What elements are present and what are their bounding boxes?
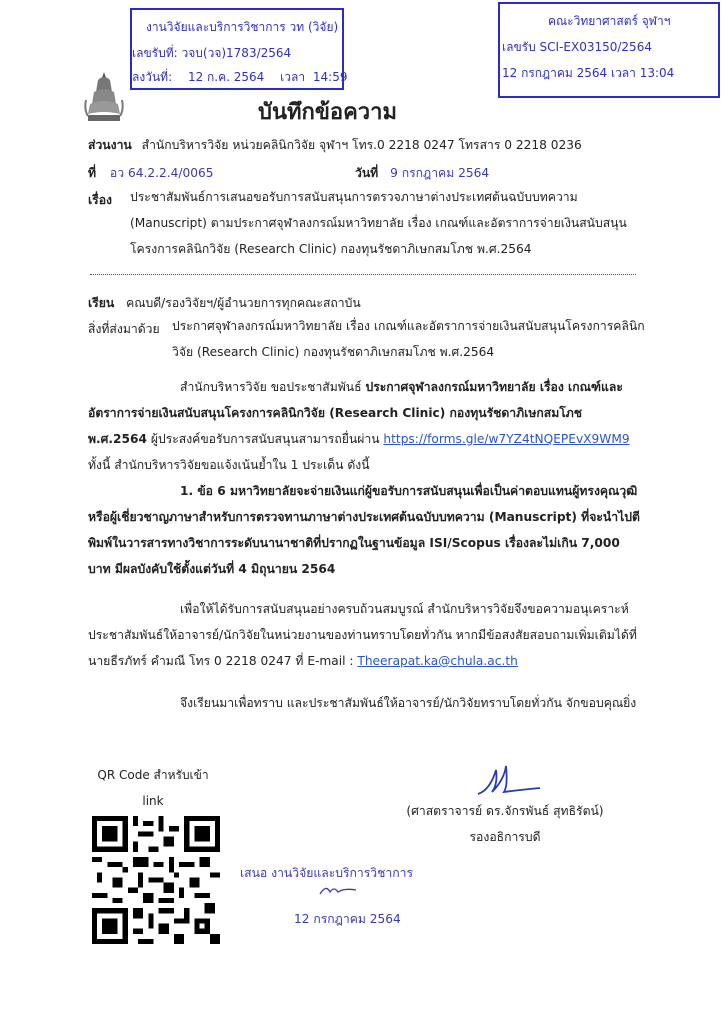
subject-line: โครงการคลินิกวิจัย (Research Clinic) กองทุนรัชดาภิเษกสมโภช พ.ศ.2564 (130, 242, 532, 256)
stamp-left-time-label: เวลา (280, 70, 306, 84)
dept-value: สำนักบริหารวิจัย หน่วยคลินิกวิจัย จุฬาฯ โทร.0 2218 0247 โทรสาร 0 2218 0236 (141, 138, 582, 152)
routing-date: 12 กรกฎาคม 2564 (294, 912, 401, 926)
subject-text (130, 184, 650, 262)
stamp-right-line3: 12 กรกฎาคม 2564 เวลา 13:04 (502, 66, 675, 80)
para1-intro: สำนักบริหารวิจัย ขอประชาสัมพันธ์ (180, 380, 366, 394)
routing-line: เสนอ งานวิจัยและบริการวิชาการ (240, 866, 414, 880)
enclosure-line: ประกาศจุฬาลงกรณ์มหาวิทยาลัย เรื่อง เกณฑ์และอัตราการจ่ายเงินสนับสนุนโครงการคลินิก (172, 319, 645, 333)
subject-line: ประชาสัมพันธ์การเสนอขอรับการสนับสนุนการตรวจภาษาต่างประเทศต้นฉบับบทความ (130, 190, 578, 204)
date-label: วันที่ (355, 166, 379, 180)
stamp-left-date-label: ลงวันที่: (132, 70, 173, 84)
dept-row (88, 136, 582, 155)
date-row (355, 164, 489, 183)
enclosure-label: สิ่งที่ส่งมาด้วย (88, 322, 160, 336)
para1-mid: ผู้ประสงค์ขอรับการสนับสนุนสามารถยื่นผ่าน (146, 432, 384, 446)
stamp-left-time-value: 14:59 (312, 70, 348, 84)
signatory-name: (ศาสตราจารย์ ดร.จักรพันธ์ สุทธิรัตน์) (406, 804, 604, 818)
receipt-stamp-left (130, 8, 348, 90)
forms-link[interactable]: https://forms.gle/w7YZ4tNQEPEvX9WM9 (383, 432, 630, 446)
stamp-right-line2: เลขรับ SCI-EX03150/2564 (502, 40, 652, 54)
university-emblem (84, 70, 124, 124)
stamp-left-line1: งานวิจัยและบริการวิชาการ วท (วิจัย) (146, 20, 339, 34)
qr-code[interactable] (92, 816, 220, 944)
body-paragraph-3 (88, 596, 640, 674)
subject-line: (Manuscript) ตามประกาศจุฬาลงกรณ์มหาวิทยาลัย เรื่อง เกณฑ์และอัตราการจ่ายเงินสนับสนุน (130, 216, 627, 230)
signatory-position: รองอธิการบดี (469, 830, 541, 844)
stamp-right-line1: คณะวิทยาศาสตร์ จุฬาฯ (548, 14, 671, 28)
dept-label: ส่วนงาน (88, 138, 132, 152)
qr-caption-line: QR Code สำหรับเข้า link (97, 768, 209, 808)
stamp-left-recv-label: เลขรับที่: (132, 46, 178, 60)
header-divider (90, 274, 636, 275)
email-link[interactable]: Theerapat.ka@chula.ac.th (357, 654, 518, 668)
date-value: 9 กรกฎาคม 2564 (390, 166, 490, 180)
para3-text: เพื่อให้ได้รับการสนับสนุนอย่างครบถ้วนสมบูรณ์ สำนักบริหารวิจัยจึงขอความอนุเคราะห์ประชาสัมพันธ์ให้อาจารย์/นักวิจัยในหน่วยงานของท่านทราบโดยทั่วกัน หากมีข้อสงสัยสอบถามเพิ่มเติมได้ที่ นายธีรภัทร์ คำมณี โทร 0 2218 0247 ที่ E-mail : (88, 602, 637, 668)
body-paragraph-4: จึงเรียนมาเพื่อทราบ และประชาสัมพันธ์ให้อาจารย์/นักวิจัยทราบโดยทั่วกัน จักขอบคุณยิ่ง (180, 696, 637, 710)
body-paragraph-1 (88, 374, 640, 478)
signatory-block (380, 798, 630, 850)
stamp-left-line3 (132, 68, 347, 87)
to-row (88, 294, 361, 313)
para1-tail: ทั้งนี้ สำนักบริหารวิจัยขอแจ้งเน้นย้ำใน 1 ประเด็น ดังนี้ (88, 458, 370, 472)
stamp-left-line2 (132, 44, 291, 63)
stamp-left-recv-value: วจบ(วจ)1783/2564 (181, 46, 292, 60)
enclosure-text (172, 313, 652, 365)
para1-announcement: ประกาศจุฬาลงกรณ์มหาวิทยาลัย เรื่อง เกณฑ์และอัตราการจ่ายเงินสนับสนุนโครงการคลินิกวิจัย (Research Clinic) กองทุนรัชดาภิเษกสมโภช พ.ศ.2564 (88, 380, 623, 446)
stamp-left-date-value: 12 ก.ค. 2564 (187, 70, 265, 84)
routing-initials (318, 880, 358, 900)
signature (474, 760, 544, 800)
enclosure-line: วิจัย (Research Clinic) กองทุนรัชดาภิเษกสมโภช พ.ศ.2564 (172, 345, 495, 359)
subject-label: เรื่อง (88, 193, 112, 207)
ref-label: ที่ (88, 166, 97, 180)
body-paragraph-2: 1. ข้อ 6 มหาวิทยาลัยจะจ่ายเงินแก่ผู้ขอรับการสนับสนุนเพื่อเป็นค่าตอบแทนผู้ทรงคุณวุฒิหรือผู้เชี่ยวชาญภาษาสำหรับการตรวจทานภาษาต่างประเทศต้นฉบับบทความ (Manuscript) ที่จะนำไปตีพิมพ์ในวารสารทางวิชาการระดับนานาชาติที่ปรากฏในฐานข้อมูล ISI/Scopus เรื่องละไม่เกิน 7,000 บาท มีผลบังคับใช้ตั้งแต่วันที่ 4 มิถุนายน 2564 (88, 484, 640, 576)
ref-row (88, 164, 213, 183)
receipt-stamp-right (498, 2, 720, 98)
memo-title: บันทึกข้อความ (258, 100, 398, 125)
to-label: เรียน (88, 296, 115, 310)
to-value: คณบดี/รองวิจัยฯ/ผู้อำนวยการทุกคณะสถาบัน (126, 296, 361, 310)
ref-value: อว 64.2.2.4/0065 (109, 166, 214, 180)
